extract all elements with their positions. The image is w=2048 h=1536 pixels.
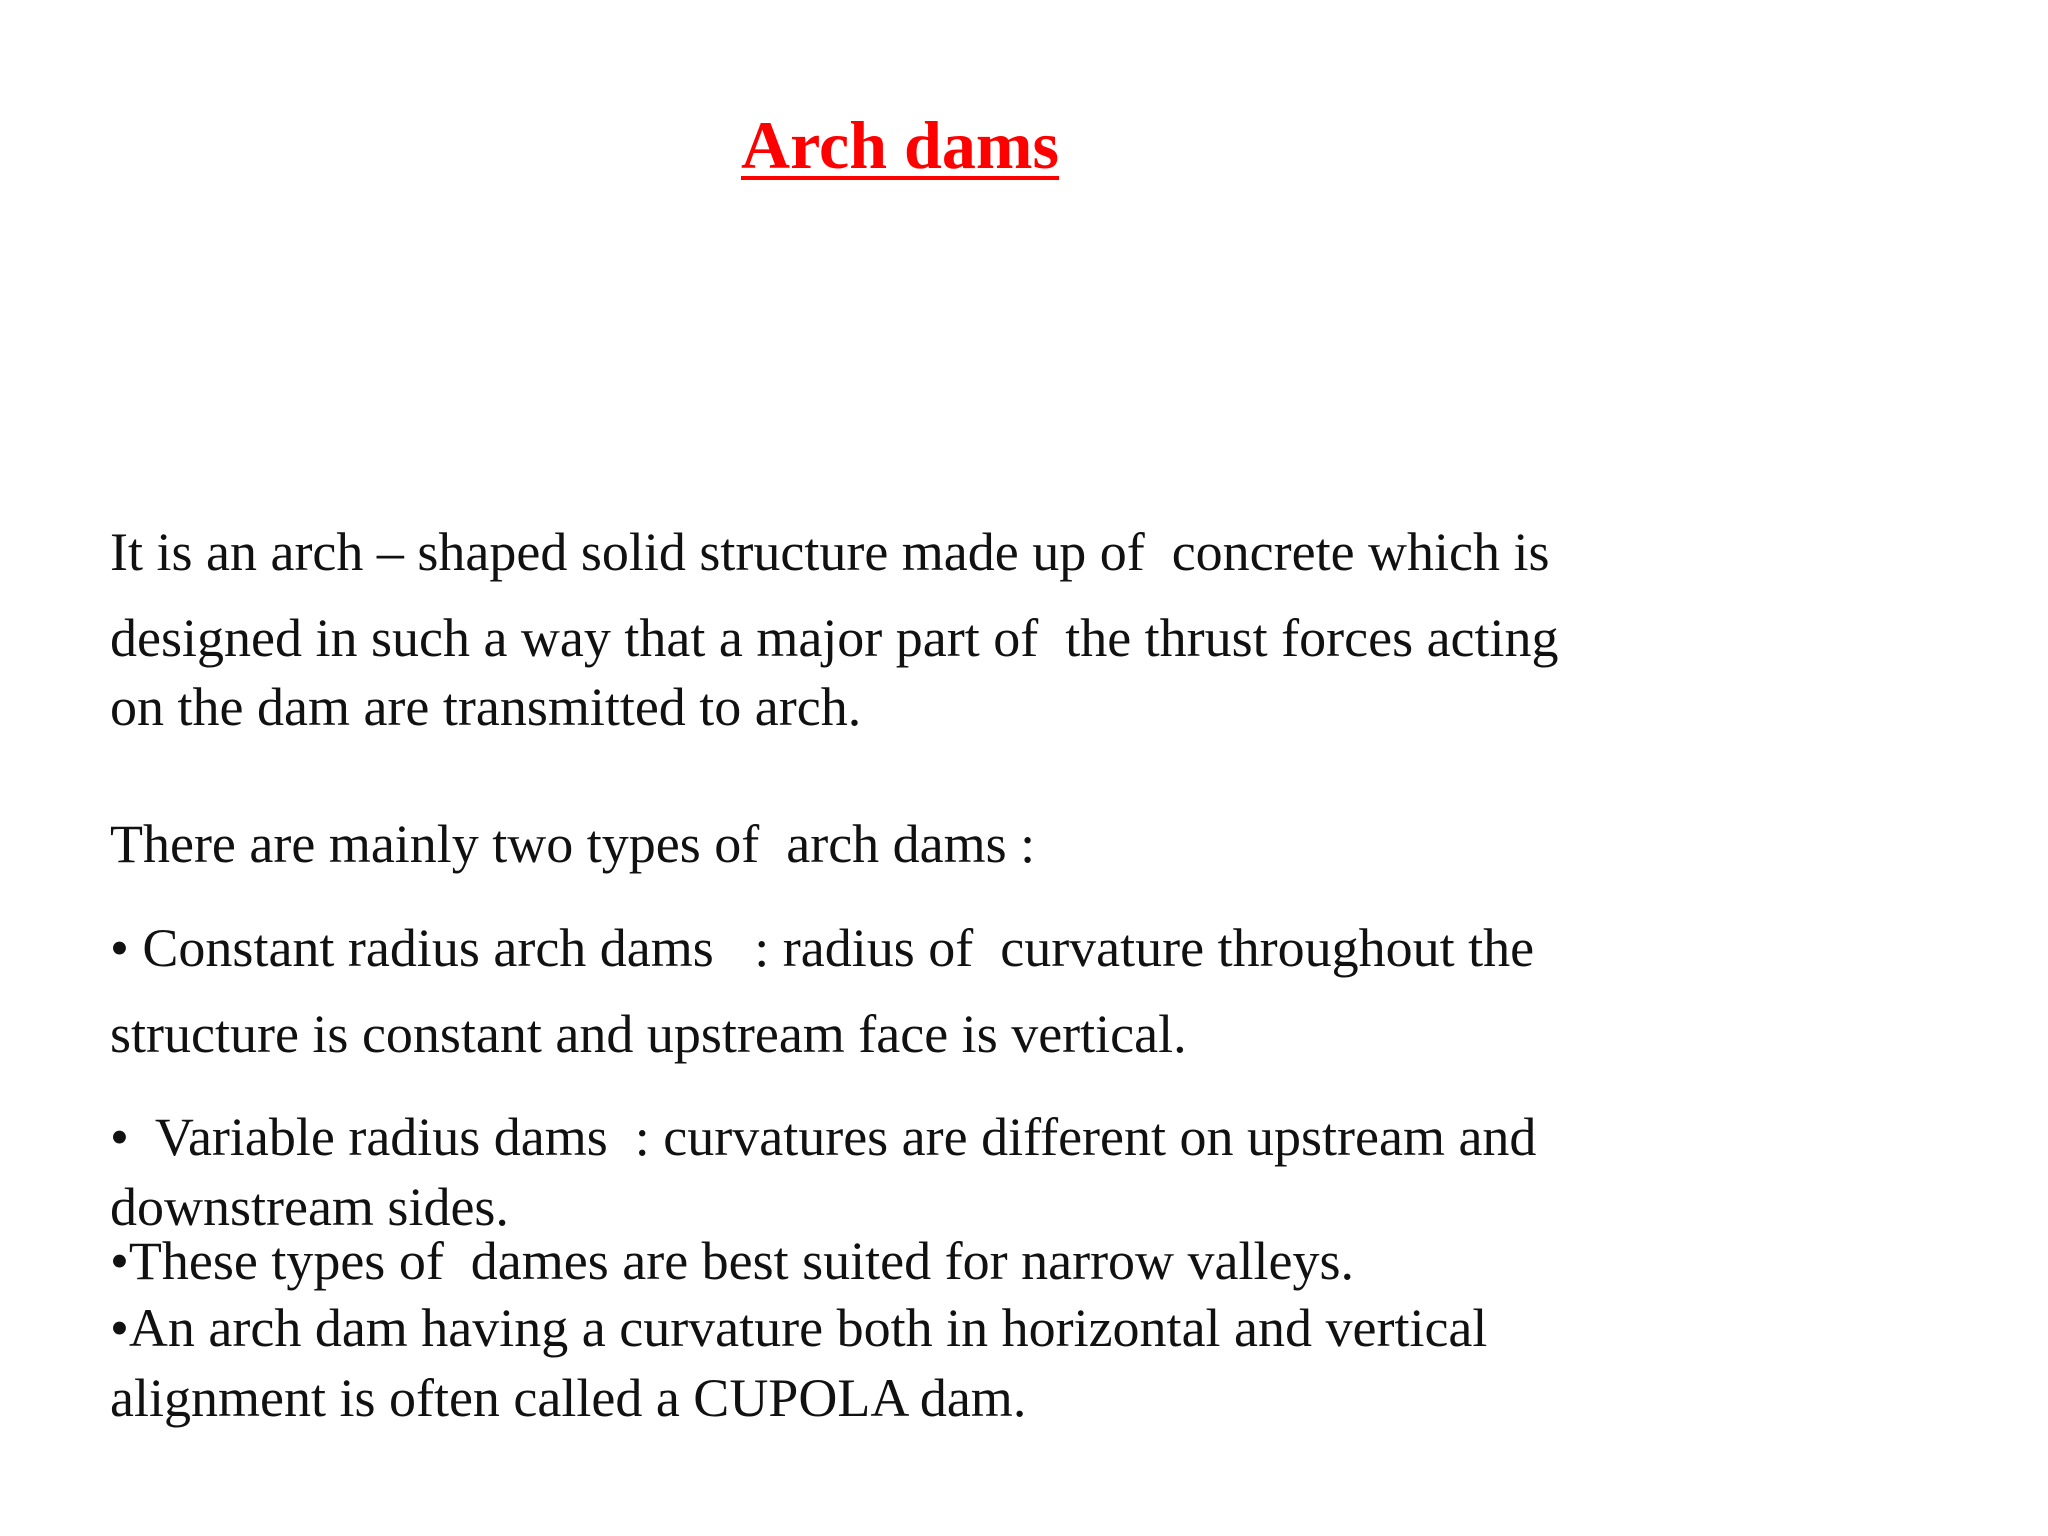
cupola-line-2: alignment is often called a CUPOLA dam. <box>110 1368 1027 1428</box>
definition-line-3: on the dam are transmitted to arch. <box>110 677 862 737</box>
types-intro: There are mainly two types of arch dams : <box>110 814 1036 874</box>
narrow-valleys-bullet: •These types of dames are best suited for narrow valleys. <box>110 1231 1355 1291</box>
definition-line-1: It is an arch – shaped solid structure made up of concrete which is <box>110 522 1550 582</box>
definition-line-2: designed in such a way that a major part of the thrust forces acting <box>110 608 1559 668</box>
variable-radius-line-2: downstream sides. <box>110 1177 509 1237</box>
constant-radius-line-1: • Constant radius arch dams : radius of curvature throughout the <box>110 918 1535 978</box>
cupola-line-1: •An arch dam having a curvature both in horizontal and vertical <box>110 1298 1488 1358</box>
constant-radius-line-2: structure is constant and upstream face is vertical. <box>110 1004 1187 1064</box>
slide-title: Arch dams <box>741 107 1059 183</box>
variable-radius-line-1: • Variable radius dams : curvatures are different on upstream and <box>110 1107 1537 1167</box>
